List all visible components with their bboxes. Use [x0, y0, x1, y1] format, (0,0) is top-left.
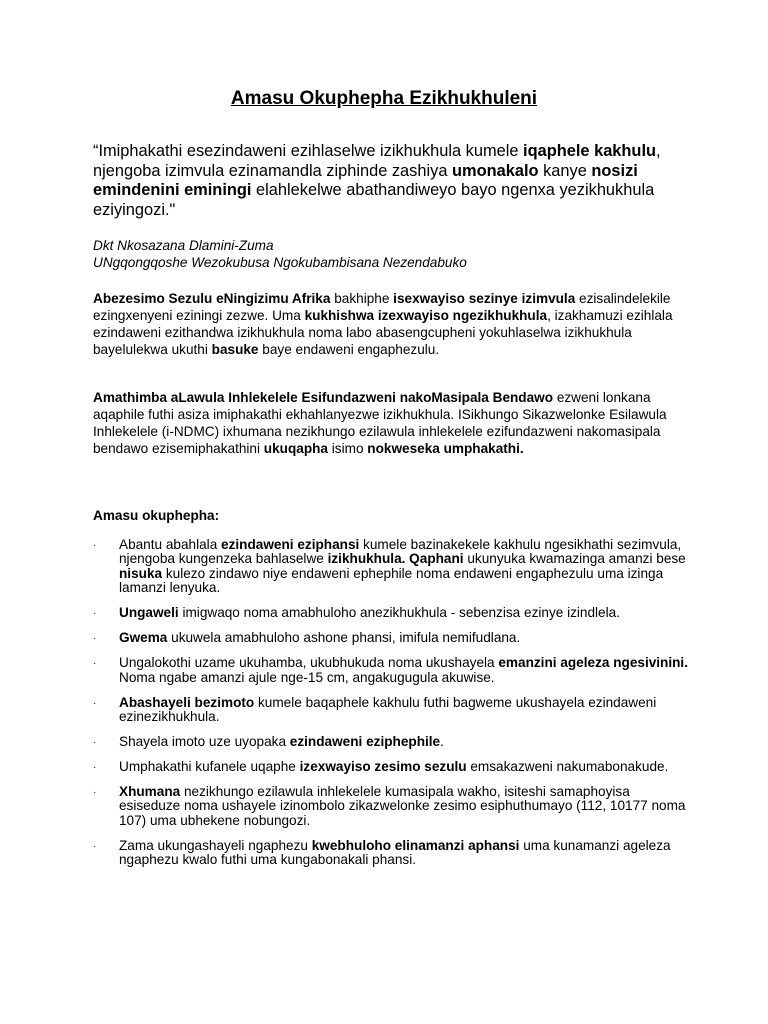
list-item: · Shayela imoto uze uyopaka ezindaweni eziphephile.: [93, 734, 444, 750]
list-item: · Abantu abahlala ezindaweni eziphansi kumele bazinakekele kakhulu ngesikhathi sezimvula, njengoba kungenzeka bahlaselwe izikhukhula. Qaphani ukunyuka kwamazinga amanzi bese nisuka kulezo zindawo niye endaweni ephephile noma endaweni engaphezulu uma izinga lamanzi lenyuka.: [93, 537, 686, 596]
list-item: · Zama ukungashayeli ngaphezu kwebhuloho elinamanzi aphansi uma kunamanzi ageleza ngaphezu kwalo futhi uma kungabonakali phansi.: [93, 837, 671, 868]
bullet-icon: ·: [93, 633, 97, 645]
bullet-icon: ·: [93, 540, 97, 551]
list-item: · Gwema ukuwela amabhuloho ashone phansi, imifula nemifudlana.: [93, 630, 521, 646]
weather-warning-paragraph: Abezesimo Sezulu eNingizimu Afrika bakhiphe isexwayiso sezinye izimvula ezisalindelekile ezingxenyeni eziningi zezwe. Uma kukhishwa izexwayiso ngezikhukhula, izakhamuzi ezihlala ezindaweni ezithandwa izikhukhula noma labo abasengcupheni yokuhlaselwa izikhukhula bayelulekwa ukuthi basuke baye endaweni engaphezulu.: [93, 291, 673, 357]
list-item: · Xhumana nezikhungo ezilawula inhlekelele kumasipala wakho, isiteshi samaphoyisa esiseduze noma ushayele izinombolo zikazwelonke zesimo esiphuthumayo (112, 10177 noma 107) uma ubhekene nobungozi.: [93, 784, 686, 828]
disaster-management-paragraph: Amathimba aLawula Inhlekelele Esifundazweni nakoMasipala Bendawo ezweni lonkana aqaphile futhi asiza imiphakathi ekhahlanyezwe izikhukhula. ISikhungo Sikazwelonke Esilawula Inhlekelele (i-NDMC) ixhumana nezikhungo ezilawula inhlekelele ezifundazweni nakomasipala bendawo ezisemiphakathini ukuqapha isimo nokweseka umphakathi.: [93, 390, 667, 456]
safety-tips-heading: Amasu okuphepha:: [93, 508, 220, 523]
minister-quote: “Imiphakathi esezindaweni ezihlaselwe izikhukhula kumele iqaphele kakhulu, njengoba izimvula ezinamandla ziphinde zashiya umonakalo kanye nosizi emindenini eminingi elahlekelwe abathandiweyo bayo ngenxa yezikhukhula eziyingozi.": [93, 142, 661, 219]
attribution-name: Dkt Nkosazana Dlamini-Zuma: [93, 238, 274, 253]
bullet-icon: ·: [93, 608, 97, 620]
bullet-icon: ·: [93, 697, 97, 709]
attribution-role: UNgqongqoshe Wezokubusa Ngokubambisana Nezendabuko: [93, 255, 467, 270]
bullet-icon: ·: [93, 762, 97, 774]
list-item: · Umphakathi kufanele uqaphe izexwayiso zesimo sezulu emsakazweni nakumabonakude.: [93, 759, 669, 775]
bullet-icon: ·: [93, 658, 97, 670]
list-item: · Ungaweli imigwaqo noma amabhuloho anezikhukhula - sebenzisa ezinye izindlela.: [93, 605, 620, 621]
document-title: Amasu Okuphepha Ezikhukhuleni: [230, 88, 538, 109]
safety-tips-list: [93, 538, 693, 878]
list-item: · Abashayeli bezimoto kumele baqaphele kakhulu futhi bagweme ukushayela ezindaweni ezinezikhukhula.: [93, 694, 657, 725]
list-item: · Ungalokothi uzame ukuhamba, ukubhukuda noma ukushayela emanzini ageleza ngesivinini. Noma ngabe amanzi ajule nge-15 cm, angakugugula akuwise.: [93, 655, 688, 685]
quote-attribution: [93, 237, 693, 271]
bullet-icon: ·: [93, 737, 97, 749]
bullet-icon: ·: [93, 787, 97, 799]
bullet-icon: ·: [93, 840, 97, 852]
